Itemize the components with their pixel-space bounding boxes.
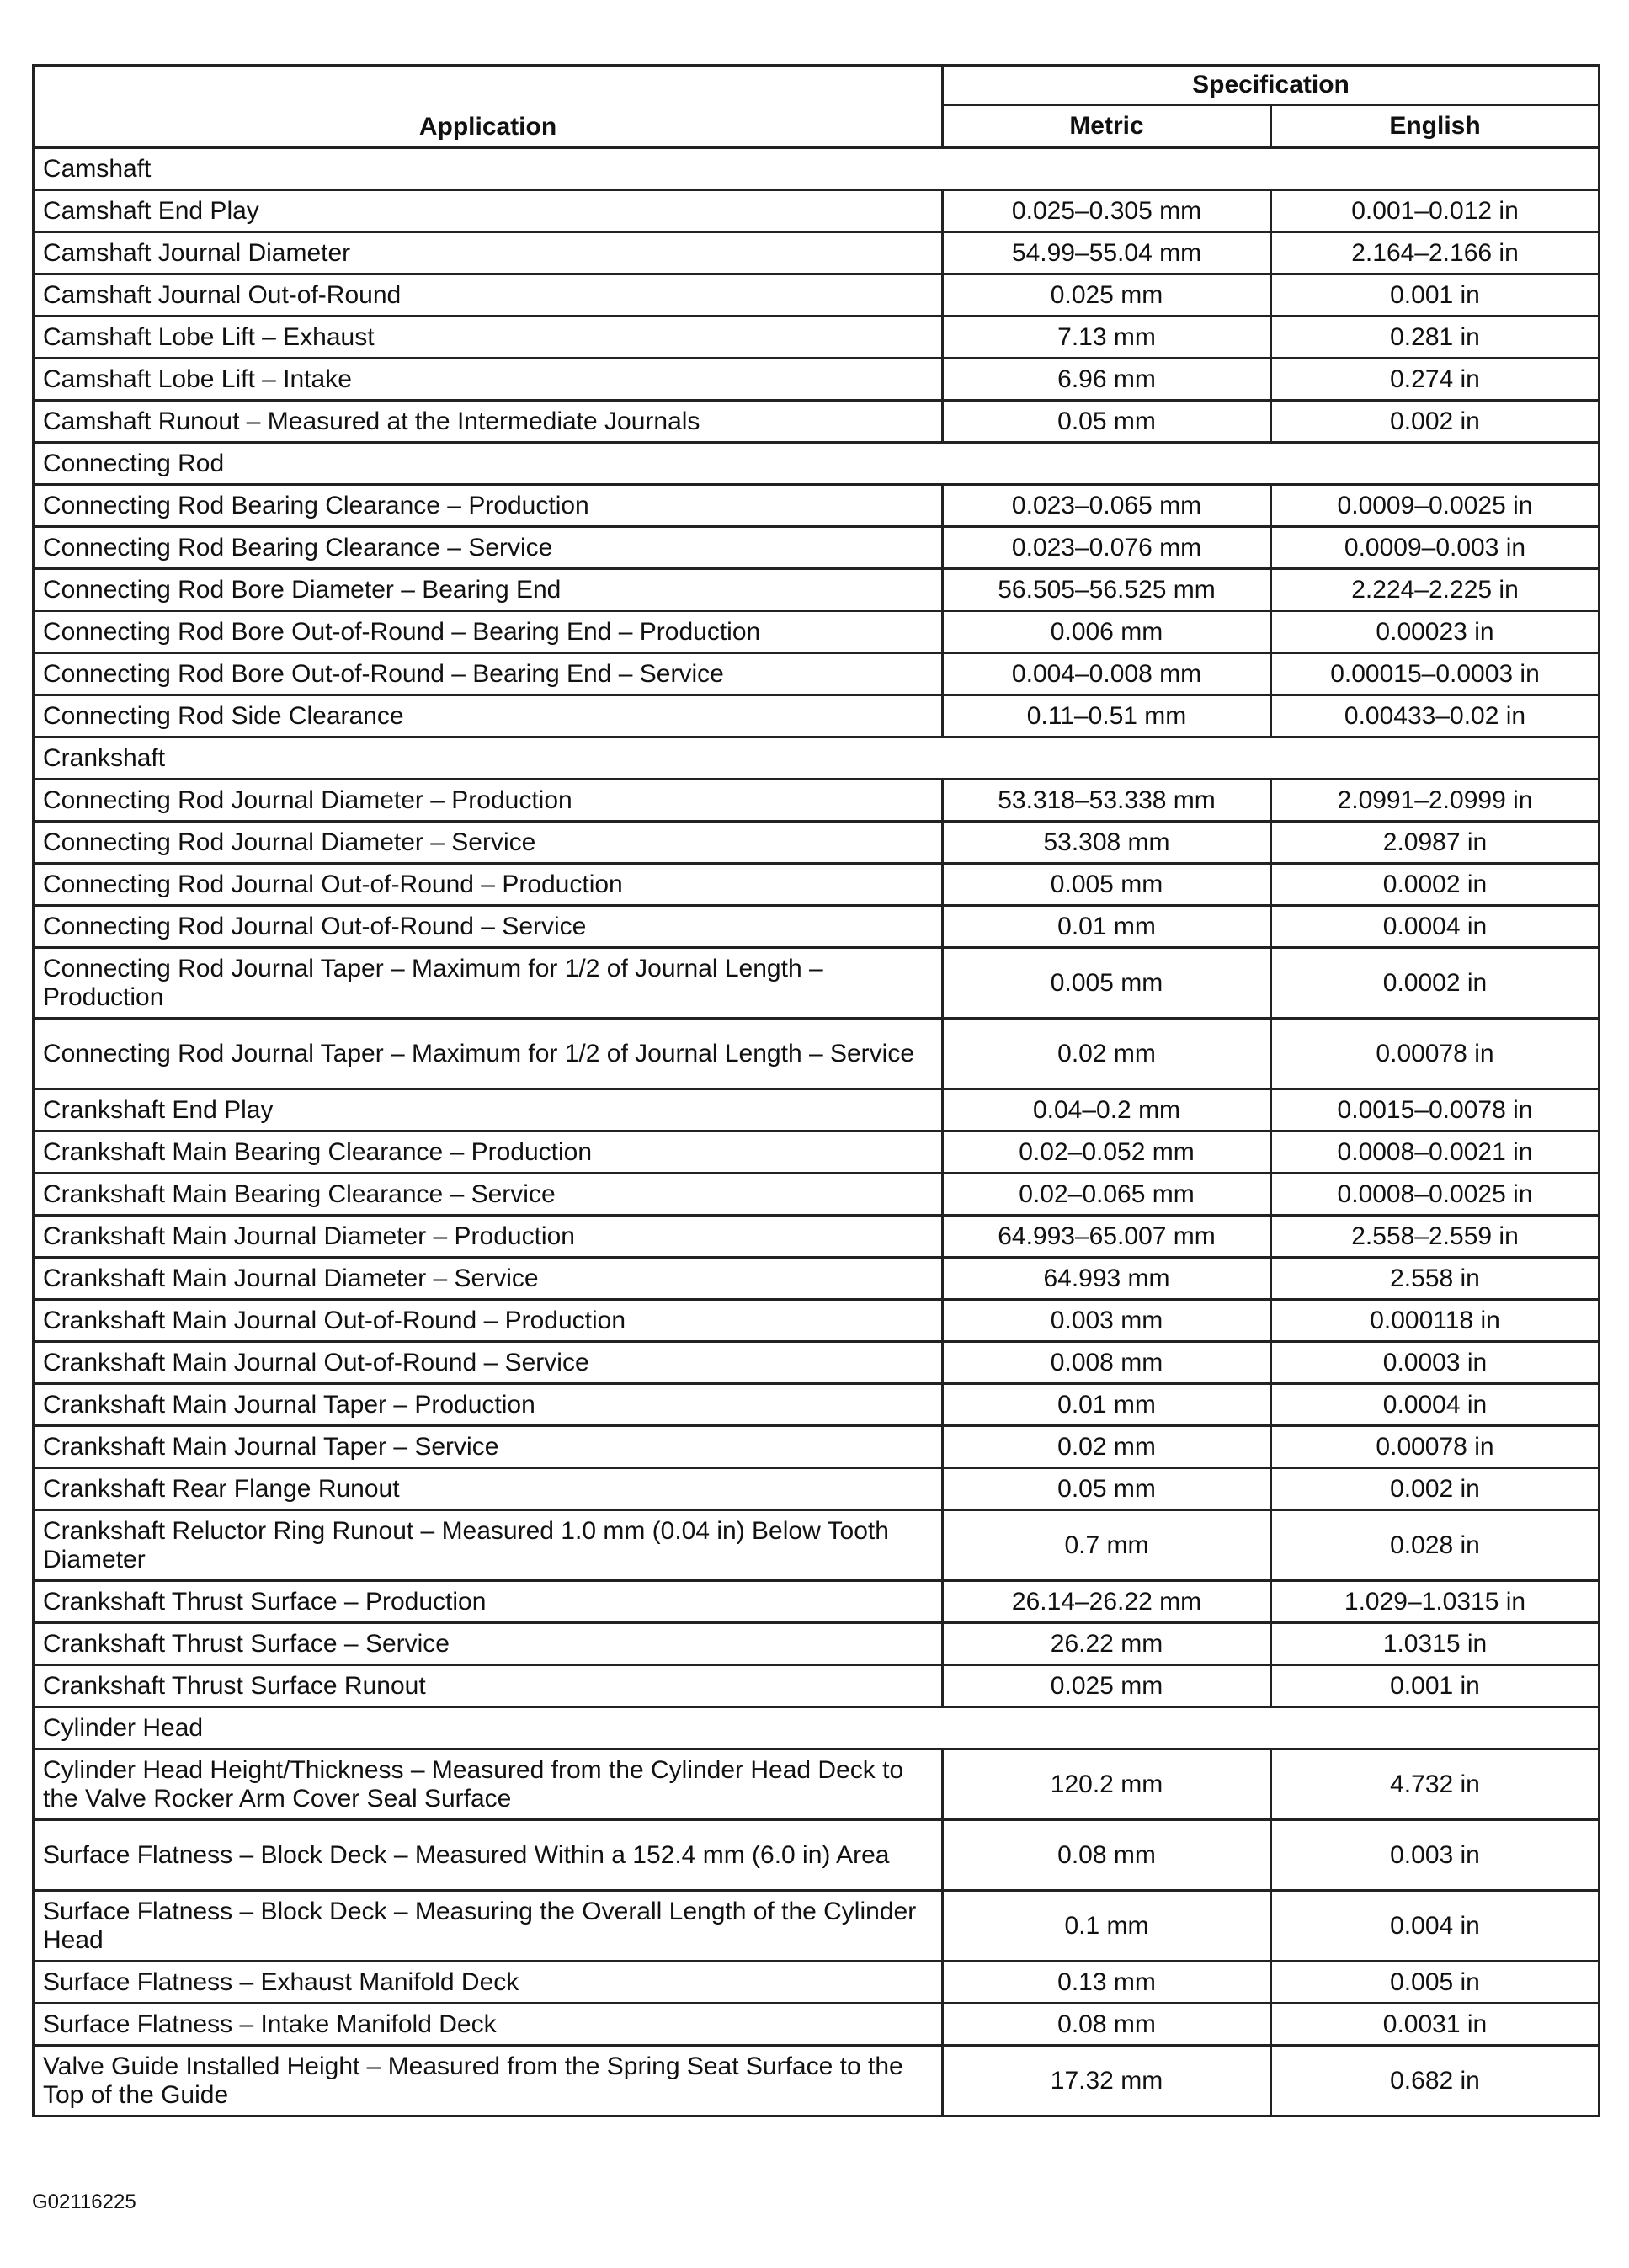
table-row — [34, 1623, 1600, 1665]
metric-cell: 0.08 mm — [943, 2004, 1271, 2046]
table-row — [34, 1342, 1600, 1384]
table-row — [34, 948, 1600, 1019]
application-cell: Crankshaft Reluctor Ring Runout – Measured 1.0 mm (0.04 in) Below Tooth Diameter — [34, 1510, 943, 1581]
english-cell: 0.0004 in — [1271, 906, 1600, 948]
table-row — [34, 822, 1600, 864]
table-row — [34, 1426, 1600, 1468]
table-row — [34, 1581, 1600, 1623]
application-cell: Camshaft Runout – Measured at the Intermediate Journals — [34, 401, 943, 443]
table-row — [34, 1216, 1600, 1258]
metric-cell: 0.01 mm — [943, 1384, 1271, 1426]
metric-cell: 0.005 mm — [943, 864, 1271, 906]
english-cell: 0.001 in — [1271, 1665, 1600, 1707]
application-cell: Camshaft Lobe Lift – Intake — [34, 359, 943, 401]
table-row — [34, 1820, 1600, 1891]
application-cell: Crankshaft Main Journal Out-of-Round – Service — [34, 1342, 943, 1384]
table-row — [34, 1468, 1600, 1510]
metric-cell: 64.993–65.007 mm — [943, 1216, 1271, 1258]
application-cell: Crankshaft Thrust Surface – Service — [34, 1623, 943, 1665]
table-row — [34, 2004, 1600, 2046]
application-cell: Surface Flatness – Intake Manifold Deck — [34, 2004, 943, 2046]
application-cell: Cylinder Head Height/Thickness – Measured from the Cylinder Head Deck to the Valve Rocker Arm Cover Seal Surface — [34, 1749, 943, 1820]
english-cell: 0.0002 in — [1271, 948, 1600, 1019]
section-title: Cylinder Head — [34, 1707, 1600, 1749]
english-cell: 2.558 in — [1271, 1258, 1600, 1300]
metric-cell: 0.006 mm — [943, 611, 1271, 653]
english-cell: 0.001 in — [1271, 274, 1600, 317]
table-row — [34, 1258, 1600, 1300]
metric-cell: 64.993 mm — [943, 1258, 1271, 1300]
english-cell: 0.002 in — [1271, 1468, 1600, 1510]
application-cell: Valve Guide Installed Height – Measured from the Spring Seat Surface to the Top of the Guide — [34, 2046, 943, 2116]
table-row — [34, 1131, 1600, 1174]
metric-cell: 26.14–26.22 mm — [943, 1581, 1271, 1623]
section-title: Connecting Rod — [34, 443, 1600, 485]
english-cell: 0.0009–0.003 in — [1271, 527, 1600, 569]
english-cell: 2.164–2.166 in — [1271, 232, 1600, 274]
table-row — [34, 317, 1600, 359]
metric-cell: 0.023–0.076 mm — [943, 527, 1271, 569]
application-cell: Crankshaft Main Bearing Clearance – Service — [34, 1174, 943, 1216]
english-cell: 2.0991–2.0999 in — [1271, 780, 1600, 822]
metric-cell: 54.99–55.04 mm — [943, 232, 1271, 274]
table-row — [34, 1749, 1600, 1820]
table-row — [34, 1665, 1600, 1707]
application-cell: Surface Flatness – Block Deck – Measuring the Overall Length of the Cylinder Head — [34, 1891, 943, 1962]
english-cell: 0.00023 in — [1271, 611, 1600, 653]
english-cell: 0.0015–0.0078 in — [1271, 1089, 1600, 1131]
english-cell: 0.0002 in — [1271, 864, 1600, 906]
section-title: Crankshaft — [34, 737, 1600, 780]
metric-cell: 0.11–0.51 mm — [943, 695, 1271, 737]
table-row — [34, 274, 1600, 317]
metric-cell: 0.025 mm — [943, 274, 1271, 317]
english-cell: 0.0003 in — [1271, 1342, 1600, 1384]
application-cell: Connecting Rod Journal Taper – Maximum for 1/2 of Journal Length – Service — [34, 1019, 943, 1089]
english-cell: 0.000118 in — [1271, 1300, 1600, 1342]
application-cell: Crankshaft Thrust Surface Runout — [34, 1665, 943, 1707]
application-cell: Crankshaft Rear Flange Runout — [34, 1468, 943, 1510]
metric-cell: 0.02–0.065 mm — [943, 1174, 1271, 1216]
metric-cell: 0.02 mm — [943, 1426, 1271, 1468]
metric-cell: 0.04–0.2 mm — [943, 1089, 1271, 1131]
english-cell: 0.00078 in — [1271, 1426, 1600, 1468]
application-cell: Crankshaft End Play — [34, 1089, 943, 1131]
metric-cell: 0.13 mm — [943, 1962, 1271, 2004]
english-cell: 1.0315 in — [1271, 1623, 1600, 1665]
english-cell: 0.00015–0.0003 in — [1271, 653, 1600, 695]
specification-table — [32, 64, 1600, 2117]
application-cell: Connecting Rod Side Clearance — [34, 695, 943, 737]
application-cell: Connecting Rod Bore Diameter – Bearing End — [34, 569, 943, 611]
english-cell: 0.003 in — [1271, 1820, 1600, 1891]
header-application: Application — [34, 66, 943, 148]
table-header — [34, 66, 1600, 148]
application-cell: Camshaft Journal Out-of-Round — [34, 274, 943, 317]
application-cell: Camshaft Journal Diameter — [34, 232, 943, 274]
table-row — [34, 190, 1600, 232]
application-cell: Crankshaft Main Journal Taper – Production — [34, 1384, 943, 1426]
english-cell: 0.0008–0.0021 in — [1271, 1131, 1600, 1174]
metric-cell: 0.02–0.052 mm — [943, 1131, 1271, 1174]
english-cell: 0.028 in — [1271, 1510, 1600, 1581]
metric-cell: 0.05 mm — [943, 1468, 1271, 1510]
table-row — [34, 1300, 1600, 1342]
english-cell: 2.558–2.559 in — [1271, 1216, 1600, 1258]
english-cell: 0.0031 in — [1271, 2004, 1600, 2046]
metric-cell: 0.008 mm — [943, 1342, 1271, 1384]
english-cell: 2.0987 in — [1271, 822, 1600, 864]
metric-cell: 0.023–0.065 mm — [943, 485, 1271, 527]
table-row — [34, 232, 1600, 274]
metric-cell: 6.96 mm — [943, 359, 1271, 401]
application-cell: Camshaft End Play — [34, 190, 943, 232]
application-cell: Connecting Rod Bore Out-of-Round – Bearing End – Production — [34, 611, 943, 653]
application-cell: Crankshaft Main Journal Diameter – Production — [34, 1216, 943, 1258]
english-cell: 0.682 in — [1271, 2046, 1600, 2116]
application-cell: Connecting Rod Journal Out-of-Round – Service — [34, 906, 943, 948]
application-cell: Surface Flatness – Exhaust Manifold Deck — [34, 1962, 943, 2004]
application-cell: Crankshaft Main Journal Diameter – Service — [34, 1258, 943, 1300]
english-cell: 0.281 in — [1271, 317, 1600, 359]
metric-cell: 7.13 mm — [943, 317, 1271, 359]
metric-cell: 0.7 mm — [943, 1510, 1271, 1581]
metric-cell: 0.004–0.008 mm — [943, 653, 1271, 695]
english-cell: 1.029–1.0315 in — [1271, 1581, 1600, 1623]
application-cell: Connecting Rod Journal Out-of-Round – Production — [34, 864, 943, 906]
table-body — [34, 148, 1600, 2116]
table-row — [34, 569, 1600, 611]
english-cell: 0.0009–0.0025 in — [1271, 485, 1600, 527]
table-row — [34, 611, 1600, 653]
metric-cell: 53.318–53.338 mm — [943, 780, 1271, 822]
english-cell: 2.224–2.225 in — [1271, 569, 1600, 611]
metric-cell: 0.025 mm — [943, 1665, 1271, 1707]
metric-cell: 0.05 mm — [943, 401, 1271, 443]
metric-cell: 0.005 mm — [943, 948, 1271, 1019]
english-cell: 0.00078 in — [1271, 1019, 1600, 1089]
english-cell: 0.001–0.012 in — [1271, 190, 1600, 232]
metric-cell: 0.1 mm — [943, 1891, 1271, 1962]
section-row — [34, 737, 1600, 780]
table-row — [34, 485, 1600, 527]
metric-cell: 53.308 mm — [943, 822, 1271, 864]
table-row — [34, 1019, 1600, 1089]
metric-cell: 0.003 mm — [943, 1300, 1271, 1342]
application-cell: Crankshaft Thrust Surface – Production — [34, 1581, 943, 1623]
table-row — [34, 695, 1600, 737]
english-cell: 0.274 in — [1271, 359, 1600, 401]
application-cell: Crankshaft Main Journal Out-of-Round – Production — [34, 1300, 943, 1342]
metric-cell: 26.22 mm — [943, 1623, 1271, 1665]
table-row — [34, 1174, 1600, 1216]
application-cell: Connecting Rod Bore Out-of-Round – Bearing End – Service — [34, 653, 943, 695]
metric-cell: 0.01 mm — [943, 906, 1271, 948]
table-row — [34, 1510, 1600, 1581]
header-metric: Metric — [943, 105, 1271, 148]
table-row — [34, 864, 1600, 906]
english-cell: 0.00433–0.02 in — [1271, 695, 1600, 737]
table-row — [34, 359, 1600, 401]
table-row — [34, 2046, 1600, 2116]
section-row — [34, 443, 1600, 485]
application-cell: Connecting Rod Journal Diameter – Production — [34, 780, 943, 822]
figure-id: G02116225 — [32, 2191, 136, 2213]
metric-cell: 0.08 mm — [943, 1820, 1271, 1891]
section-row — [34, 1707, 1600, 1749]
english-cell: 0.0004 in — [1271, 1384, 1600, 1426]
header-english: English — [1271, 105, 1600, 148]
english-cell: 0.004 in — [1271, 1891, 1600, 1962]
application-cell: Connecting Rod Journal Taper – Maximum for 1/2 of Journal Length – Production — [34, 948, 943, 1019]
table-row — [34, 1891, 1600, 1962]
metric-cell: 56.505–56.525 mm — [943, 569, 1271, 611]
english-cell: 4.732 in — [1271, 1749, 1600, 1820]
application-cell: Camshaft Lobe Lift – Exhaust — [34, 317, 943, 359]
section-row — [34, 148, 1600, 190]
table-row — [34, 401, 1600, 443]
section-title: Camshaft — [34, 148, 1600, 190]
application-cell: Crankshaft Main Bearing Clearance – Production — [34, 1131, 943, 1174]
metric-cell: 0.02 mm — [943, 1019, 1271, 1089]
application-cell: Connecting Rod Bearing Clearance – Production — [34, 485, 943, 527]
application-cell: Surface Flatness – Block Deck – Measured Within a 152.4 mm (6.0 in) Area — [34, 1820, 943, 1891]
application-cell: Connecting Rod Journal Diameter – Service — [34, 822, 943, 864]
table-row — [34, 1089, 1600, 1131]
table-row — [34, 1962, 1600, 2004]
english-cell: 0.005 in — [1271, 1962, 1600, 2004]
metric-cell: 0.025–0.305 mm — [943, 190, 1271, 232]
header-specification: Specification — [943, 66, 1600, 105]
application-cell: Crankshaft Main Journal Taper – Service — [34, 1426, 943, 1468]
metric-cell: 120.2 mm — [943, 1749, 1271, 1820]
table-row — [34, 653, 1600, 695]
english-cell: 0.0008–0.0025 in — [1271, 1174, 1600, 1216]
english-cell: 0.002 in — [1271, 401, 1600, 443]
application-cell: Connecting Rod Bearing Clearance – Service — [34, 527, 943, 569]
metric-cell: 17.32 mm — [943, 2046, 1271, 2116]
table-row — [34, 780, 1600, 822]
table-row — [34, 906, 1600, 948]
table-row — [34, 1384, 1600, 1426]
table-row — [34, 527, 1600, 569]
